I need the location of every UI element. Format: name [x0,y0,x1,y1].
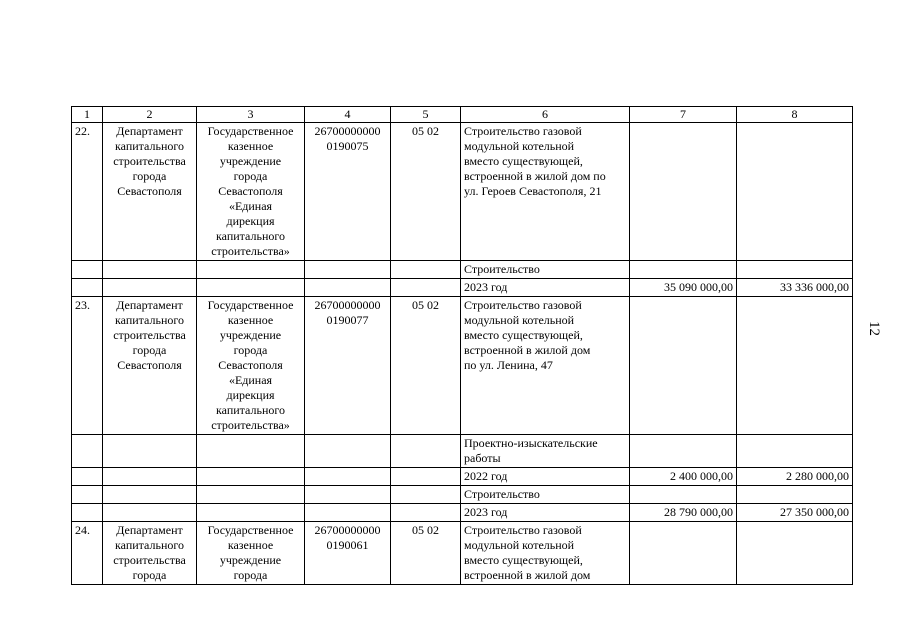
cell-line: Государственное [207,523,294,537]
cell-line: 26700000000 [314,298,381,312]
cell-line: казенное [227,139,274,153]
cell-line: вместо существующей, [464,154,583,168]
cell-line: встроенной в жилой дом [464,343,591,357]
cell-line: города [233,568,268,582]
cell-line: учреждение [219,328,282,342]
cell-line: Строительство газовой [464,298,582,312]
cell-line: Строительство газовой [464,523,582,537]
cell-line: по ул. Ленина, 47 [464,358,553,372]
cell-line: модульной котельной [464,313,575,327]
cell-line: Севастополя [218,358,283,372]
table-row [72,504,853,522]
year-cell: 2023 год [461,279,630,297]
value8-cell [737,297,853,435]
section-cell: 05 02 [391,297,461,435]
year-cell: 2023 год [461,504,630,522]
cell-line: казенное [227,313,274,327]
col-header: 8 [737,107,853,123]
cell-line: вместо существующей, [464,553,583,567]
page-number: 12 [866,321,882,336]
cell-line: Государственное [207,298,294,312]
col-header: 2 [103,107,197,123]
cell-line: города [233,343,268,357]
cell-line: дирекция [226,214,275,228]
col-header: 4 [305,107,391,123]
table-row [72,279,853,297]
value7-cell: 35 090 000,00 [630,279,737,297]
cell-line: 0190075 [326,139,369,153]
cell-line: города [233,169,268,183]
cell-line: встроенной в жилой дом по [464,169,606,183]
table-row [72,486,853,504]
cell-line: «Единая [228,373,273,387]
stage-cell: Строительство [461,486,630,504]
value7-cell [630,123,737,261]
value7-cell [630,522,737,585]
cell-line: города [132,343,167,357]
cell-line: модульной котельной [464,139,575,153]
cell-line: 0190077 [326,313,369,327]
table-row [72,123,853,261]
value8-cell: 2 280 000,00 [737,468,853,486]
cell-line: дирекция [226,388,275,402]
cell-line: модульной котельной [464,538,575,552]
value8-cell: 33 336 000,00 [737,279,853,297]
section-cell: 05 02 [391,522,461,585]
cell-line: капитального [115,313,184,327]
cell-line: работы [464,451,501,465]
cell-line: Государственное [207,124,294,138]
cell-line: ул. Героев Севастополя, 21 [464,184,602,198]
table-row [72,522,853,585]
cell-line: Строительство газовой [464,124,582,138]
cell-line: Департамент [116,298,183,312]
cell-line: города [132,568,167,582]
cell-line: строительства» [211,418,290,432]
table-row [72,297,853,435]
cell-line: учреждение [219,154,282,168]
cell-line: 0190061 [326,538,369,552]
description-cell [461,297,630,435]
cell-line: Проектно-изыскательские [464,436,598,450]
department-cell [103,297,197,435]
value8-cell [737,522,853,585]
cell-line: Севастополя [117,358,182,372]
col-header: 5 [391,107,461,123]
cell-line: казенное [227,538,274,552]
value7-cell: 2 400 000,00 [630,468,737,486]
cell-line: города [132,169,167,183]
cell-line: учреждение [219,553,282,567]
cell-line: Департамент [116,124,183,138]
table-row [72,435,853,468]
stage-cell: Строительство [461,261,630,279]
cell-line: строительства [113,154,186,168]
table-row [72,468,853,486]
cell-line: строительства [113,553,186,567]
code-cell [305,297,391,435]
description-cell [461,522,630,585]
table-header [72,107,853,123]
row-number: 22. [72,123,103,261]
value7-cell [630,297,737,435]
department-cell [103,522,197,585]
cell-line: строительства [113,328,186,342]
stage-cell [461,435,630,468]
cell-line: 26700000000 [314,523,381,537]
cell-line: Севастополя [117,184,182,198]
cell-line: капитального [115,139,184,153]
cell-line: 26700000000 [314,124,381,138]
section-cell: 05 02 [391,123,461,261]
table-row [72,261,853,279]
cell-line: встроенной в жилой дом [464,568,591,582]
code-cell [305,123,391,261]
description-cell [461,123,630,261]
col-header: 6 [461,107,630,123]
value7-cell: 28 790 000,00 [630,504,737,522]
code-cell [305,522,391,585]
budget-table [71,106,853,585]
organization-cell [197,297,305,435]
year-cell: 2022 год [461,468,630,486]
value8-cell: 27 350 000,00 [737,504,853,522]
cell-line: Севастополя [218,184,283,198]
cell-line: капитального [216,403,285,417]
cell-line: строительства» [211,244,290,258]
value8-cell [737,123,853,261]
cell-line: капитального [216,229,285,243]
col-header: 3 [197,107,305,123]
cell-line: «Единая [228,199,273,213]
cell-line: Департамент [116,523,183,537]
col-header: 7 [630,107,737,123]
department-cell [103,123,197,261]
cell-line: капитального [115,538,184,552]
row-number: 23. [72,297,103,435]
organization-cell [197,123,305,261]
row-number: 24. [72,522,103,585]
cell-line: вместо существующей, [464,328,583,342]
organization-cell [197,522,305,585]
col-header: 1 [72,107,103,123]
